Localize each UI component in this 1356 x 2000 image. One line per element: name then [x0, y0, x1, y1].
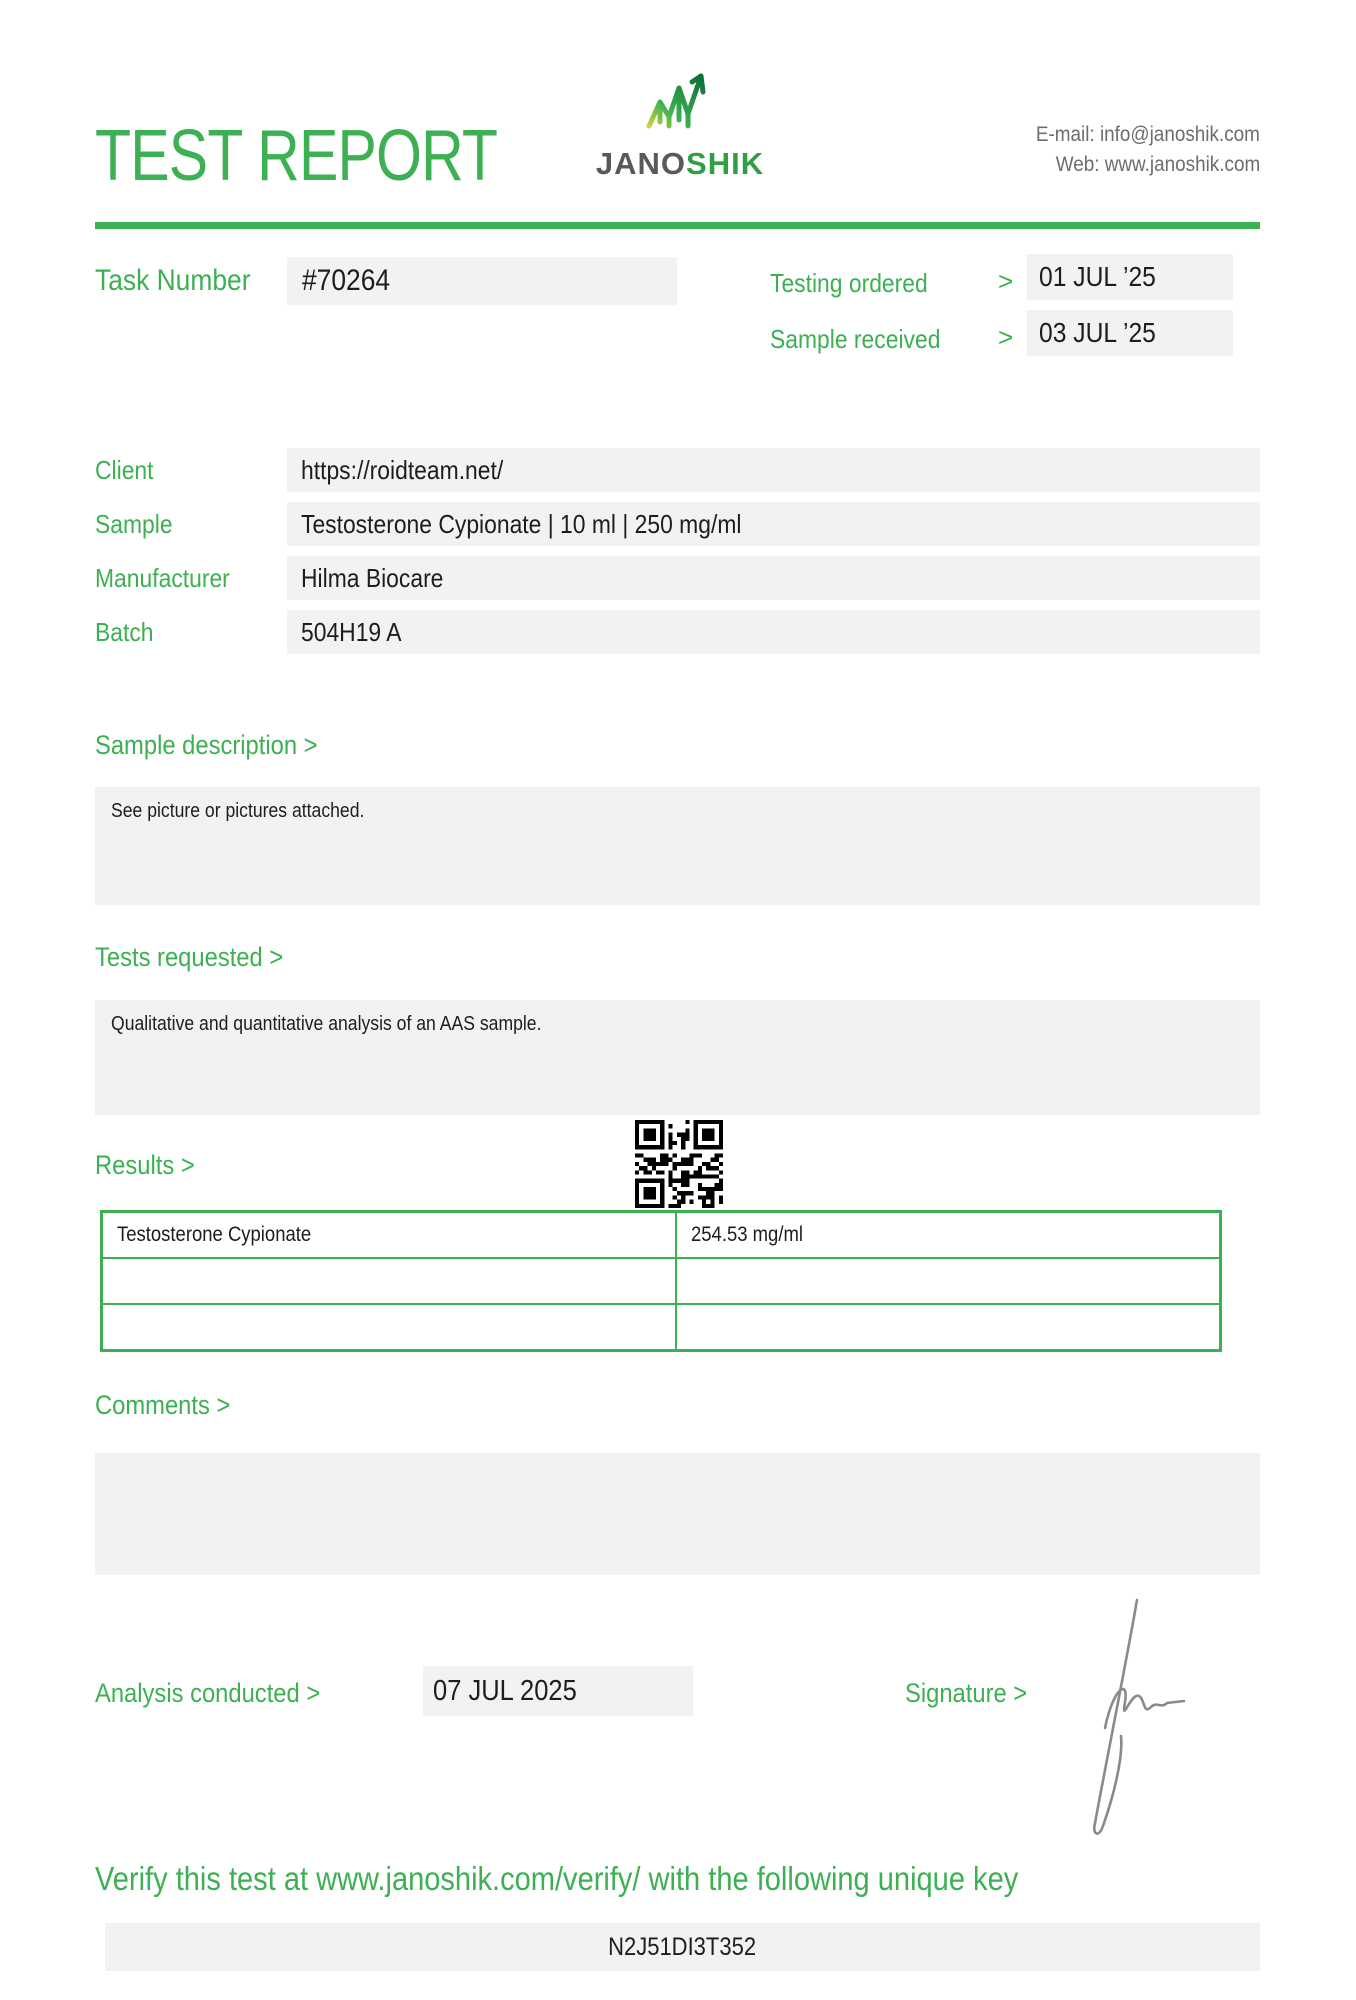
comments-heading: Comments >	[95, 1390, 231, 1420]
result-value-cell: 254.53 mg/ml	[690, 1223, 803, 1246]
batch-label: Batch	[95, 617, 154, 647]
sample-description-heading: Sample description >	[95, 730, 318, 760]
result-substance-cell	[103, 1305, 677, 1349]
sample-received-arrow: >	[998, 322, 1014, 352]
table-row	[103, 1303, 1219, 1349]
testing-ordered-label: Testing ordered	[770, 268, 928, 298]
sample-label: Sample	[95, 509, 173, 539]
analysis-date-value: 07 JUL 2025	[423, 1666, 693, 1716]
page-title: TEST REPORT	[95, 116, 498, 196]
tests-requested-box: Qualitative and quantitative analysis of an AAS sample.	[95, 1000, 1260, 1115]
result-value-cell	[677, 1259, 1219, 1303]
logo-text-jano: JANO	[595, 146, 687, 181]
contact-email: E-mail: info@janoshik.com	[1035, 123, 1260, 146]
table-row	[103, 1257, 1219, 1303]
verify-instructions: Verify this test at www.janoshik.com/verify/ with the following unique key	[95, 1860, 1019, 1897]
sample-received-date: 03 JUL ’25	[1027, 310, 1233, 356]
qr-code-icon	[635, 1120, 723, 1208]
client-label: Client	[95, 455, 154, 485]
results-heading: Results >	[95, 1150, 195, 1180]
task-number-label: Task Number	[95, 264, 251, 297]
sample-received-label: Sample received	[770, 324, 941, 354]
tests-requested-heading: Tests requested >	[95, 942, 284, 972]
sample-value: Testosterone Cypionate | 10 ml | 250 mg/ml	[287, 502, 1260, 546]
logo-wordmark	[575, 146, 785, 182]
contact-web: Web: www.janoshik.com	[1055, 153, 1260, 176]
handwritten-signature-icon	[1055, 1588, 1200, 1855]
client-value: https://roidteam.net/	[287, 448, 1260, 492]
contact-block	[1011, 120, 1260, 180]
manufacturer-label: Manufacturer	[95, 563, 230, 593]
header-divider	[95, 222, 1260, 229]
unique-key-value: N2J51DI3T352	[105, 1923, 1260, 1971]
result-value-cell	[677, 1305, 1219, 1349]
batch-value: 504H19 A	[287, 610, 1260, 654]
result-substance-cell	[103, 1259, 677, 1303]
signature-label: Signature >	[905, 1678, 1028, 1708]
testing-ordered-date: 01 JUL ’25	[1027, 254, 1233, 300]
manufacturer-value: Hilma Biocare	[287, 556, 1260, 600]
analysis-conducted-label: Analysis conducted >	[95, 1678, 321, 1708]
result-substance-cell: Testosterone Cypionate	[103, 1213, 677, 1257]
table-row	[103, 1213, 1219, 1257]
testing-ordered-arrow: >	[998, 266, 1014, 296]
comments-box	[95, 1453, 1260, 1575]
sample-description-box: See picture or pictures attached.	[95, 787, 1260, 905]
results-table	[100, 1210, 1222, 1352]
growth-chart-icon	[645, 68, 715, 139]
logo-text-shik: SHIK	[686, 146, 765, 181]
task-number-value: #70264	[287, 257, 677, 305]
